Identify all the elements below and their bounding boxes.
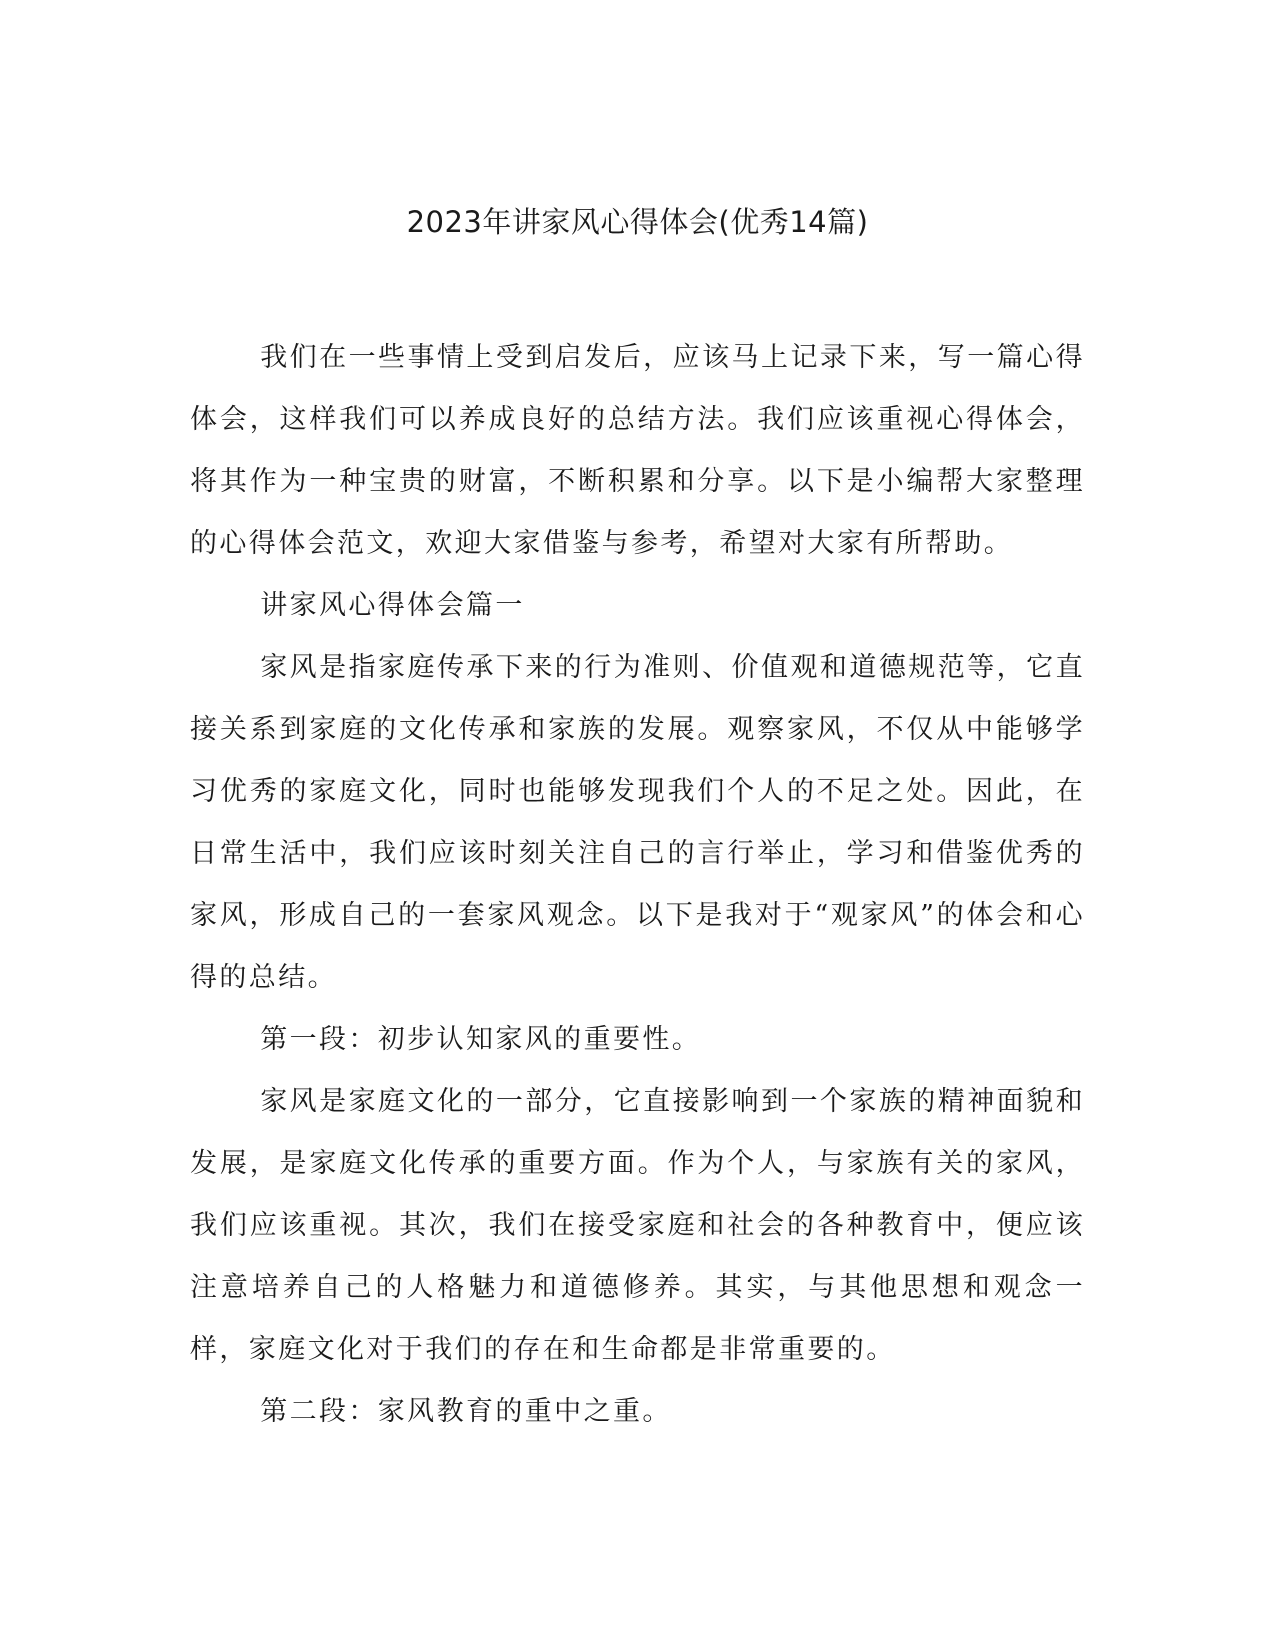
body-paragraph: 家风是家庭文化的一部分，它直接影响到一个家族的精神面貌和发展，是家庭文化传承的重要方面。作为个人，与家族有关的家风，我们应该重视。其次，我们在接受家庭和社会的各种教育中，便应该注意培养自己的人格魅力和道德修养。其实，与其他思想和观念一样，家庭文化对于我们的存在和生命都是非常重要的。	[190, 1086, 1085, 1365]
document-title: 2023年讲家风心得体会(优秀14篇)	[406, 205, 869, 239]
subheading-first-section: 第一段：初步认知家风的重要性。	[260, 1024, 702, 1055]
subheading-second-section: 第二段：家风教育的重中之重。	[260, 1396, 672, 1427]
intro-paragraph: 我们在一些事情上受到启发后，应该马上记录下来，写一篇心得体会，这样我们可以养成良好的总结方法。我们应该重视心得体会，将其作为一种宝贵的财富，不断积累和分享。以下是小编帮大家整理的心得体会范文，欢迎大家借鉴与参考，希望对大家有所帮助。	[190, 342, 1085, 559]
section-heading-part-one: 讲家风心得体会篇一	[260, 590, 525, 621]
body-paragraph: 家风是指家庭传承下来的行为准则、价值观和道德规范等，它直接关系到家庭的文化传承和家族的发展。观察家风，不仅从中能够学习优秀的家庭文化，同时也能够发现我们个人的不足之处。因此，在日常生活中，我们应该时刻关注自己的言行举止，学习和借鉴优秀的家风，形成自己的一套家风观念。以下是我对于“观家风”的体会和心得的总结。	[190, 652, 1085, 993]
document-body	[190, 327, 1085, 1443]
